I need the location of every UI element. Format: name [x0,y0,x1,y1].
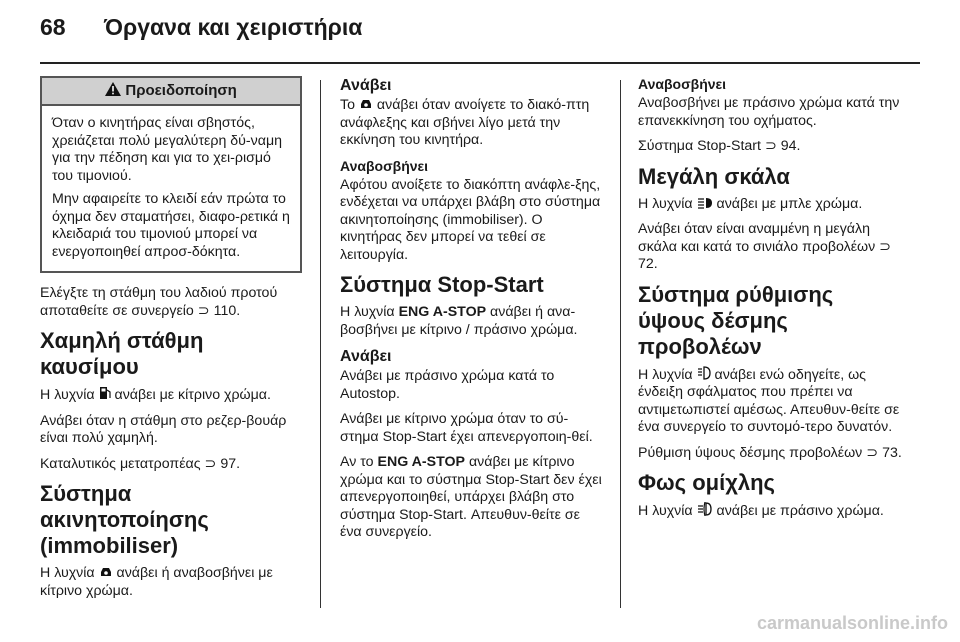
subsection-title: Ανάβει [340,348,392,365]
page-ref[interactable]: 110. [213,302,241,319]
warning-title: Προειδοποίηση [125,82,237,99]
fuel-paragraph: Ανάβει όταν η στάθμη στο ρεζερ-βουάρ είναι πολύ χαμηλή. [40,412,287,446]
section-title-fog-light: Φως ομίχλης [638,470,775,495]
warning-paragraph: Όταν ο κινητήρας είναι σβηστός, χρειάζεται πολύ μεγαλύτερη δύ-ναμη για την πέδηση και για το χει-ρισμό του τιμονιού. [52,115,283,184]
fuel-pump-icon [99,386,111,400]
warning-body [42,106,300,271]
watermark: carmanualsonline.info [756,613,948,633]
headlight-range-icon [697,366,711,380]
high-beam-paragraph: Η λυχνία ανάβει με μπλε χρώμα. [638,195,863,212]
section-title-headlight-range: Σύστημα ρύθμισης ύψους δέσμης προβολέων [638,281,834,359]
subsection-title: Αναβοσβήνει [638,76,727,92]
warning-paragraph: Μην αφαιρείτε το κλειδί εάν πρώτα το όχημα δεν σταματήσει, διαφο-ρετικά η κλειδαριά του τιμονιού μπορεί να ενεργοποιηθεί απροσ-δόκητα. [52,191,290,260]
car-key-icon [359,98,373,110]
page-ref[interactable]: 72. [638,256,658,272]
car-key-icon [99,566,113,578]
section-title-fuel: Χαμηλή στάθμη καυσίμου [40,328,204,379]
stop-start-blinks-paragraph: Αναβοσβήνει με πράσινο χρώμα κατά την επανεκκίνηση του οχήματος. [638,95,900,129]
fuel-paragraph: Η λυχνία ανάβει με κίτρινο χρώμα. [40,387,271,403]
warning-box [40,76,302,273]
immobiliser-paragraph: Η λυχνία ανάβει ή αναβοσβήνει με κίτρινο χρώμα. [40,565,273,599]
headlight-range-paragraph: Η λυχνία ανάβει ενώ οδηγείτε, ως ένδειξη σφάλματος που πρέπει να αντιμετωπιστεί αμέσως. Απευθυν-θείτε σε ένα συνεργείο το συντομό-τερο δυνατόν. [638,366,900,435]
section-title-high-beam: Μεγάλη σκάλα [638,163,790,189]
page-number: 68 [40,14,66,40]
page-header [40,14,920,54]
page-ref[interactable]: 97. [220,455,241,472]
warning-header [42,78,300,106]
immobiliser-blinks-paragraph: Αφότου ανοίξετε το διακόπτη ανάφλε-ξης, ενδέχεται να υπάρχει βλάβη στο σύστημα ακινητοποίησης (immobiliser). Ο κινητήρας δεν μπορεί να τεθεί σε λειτουργία. [340,176,601,263]
warning-triangle-icon [105,82,121,96]
stop-start-ref-paragraph: Σύστημα Stop-Start ⊃ 94. [638,138,801,154]
subsection-title: Ανάβει [340,77,392,94]
high-beam-icon [697,197,713,209]
stop-start-paragraph: Αν το ENG A-STOP ανάβει με κίτρινο χρώμα και το σύστημα Stop-Start δεν έχει απενεργοποιηθεί, υπάρχει βλάβη στο σύστημα Stop-Start. Απευθυν-θείτε σε ένα συνεργείο. [340,454,602,540]
column-3 [638,76,906,529]
page-ref-arrow-icon: ⊃ [879,238,892,255]
fog-light-icon [697,502,713,516]
column-1 [40,76,302,608]
column-divider [620,80,621,608]
subsection-title: Αναβοσβήνει [340,157,429,174]
immobiliser-lights-paragraph: Το ανάβει όταν ανοίγετε το διακό-πτη ανάφλεξης και σβήνει λίγο μετά την εκκίνηση του κινητήρα. [340,97,590,148]
section-title-stop-start: Σύστημα Stop-Start [340,272,544,297]
section-title-immobiliser: Σύστημα ακινητοποίησης (immobiliser) [40,481,209,558]
page-ref-arrow-icon: ⊃ [764,138,777,154]
column-2 [340,76,602,550]
stop-start-paragraph: Ανάβει με πράσινο χρώμα κατά το Autostop. [340,368,555,402]
fog-light-paragraph: Η λυχνία ανάβει με πράσινο χρώμα. [638,503,884,519]
column-divider [320,80,321,608]
page-ref-arrow-icon: ⊃ [866,444,879,461]
headlight-range-paragraph: Ρύθμιση ύψους δέσμης προβολέων ⊃ 73. [638,444,902,461]
catalytic-paragraph: Καταλυτικός μετατροπέας ⊃ 97. [40,455,241,472]
header-rule [40,62,920,64]
oil-check-paragraph: Ελέγξτε τη στάθμη του λαδιού προτού αποταθείτε σε συνεργείο ⊃ 110. [40,285,278,319]
stop-start-paragraph: Η λυχνία ENG A-STOP ανάβει ή ανα-βοσβήνει με κίτρινο / πράσινο χρώμα. [340,304,578,338]
page-ref[interactable]: 94. [780,138,801,154]
page-ref-arrow-icon: ⊃ [197,302,210,319]
page-title: Όργανα και χειριστήρια [104,14,363,40]
high-beam-paragraph: Ανάβει όταν είναι αναμμένη η μεγάλη σκάλα και κατά το σινιάλο προβολέων ⊃ 72. [638,221,892,272]
page-ref-arrow-icon: ⊃ [204,455,217,472]
page-ref[interactable]: 73. [882,444,902,461]
stop-start-paragraph: Ανάβει με κίτρινο χρώμα όταν το σύ-στημα Stop-Start έχει απενεργοποιη-θεί. [340,411,593,445]
